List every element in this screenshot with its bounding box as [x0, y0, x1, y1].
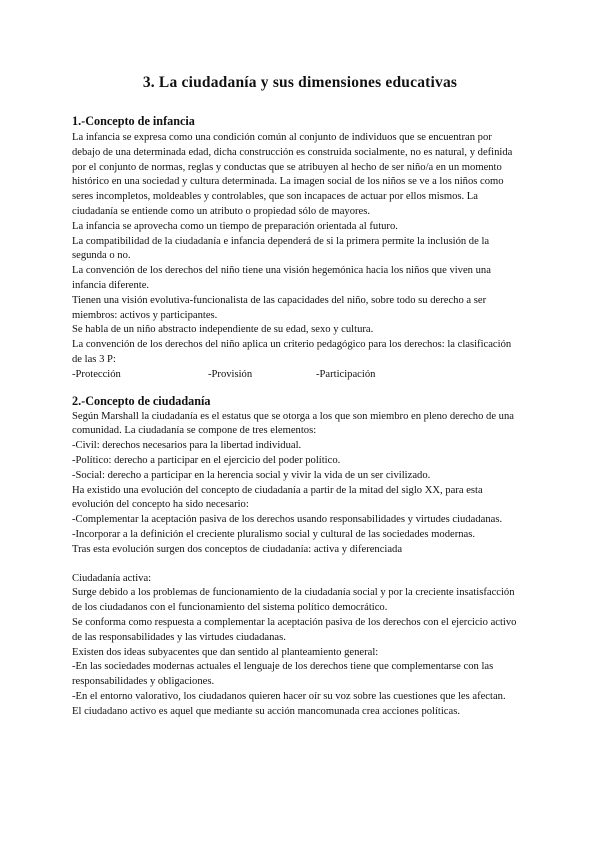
paragraph: -En las sociedades modernas actuales el lenguaje de los derechos tiene que complementarse con las responsabilidades y obligaciones. [72, 661, 494, 688]
paragraph: Ha existido una evolución del concepto de ciudadanía a partir de la mitad del siglo XX, para esta evolución del concepto ha sido necesario: [72, 484, 483, 511]
paragraph: Existen dos ideas subyacentes que dan sentido al planteamiento general: [72, 646, 379, 658]
list-item-participacion: -Participación [316, 368, 376, 380]
spacer [72, 558, 522, 572]
paragraph: La infancia se aprovecha como un tiempo de preparación orientada al futuro. [72, 220, 398, 232]
list-item-proteccion: -Protección [72, 368, 121, 380]
paragraph: La convención de los derechos del niño tiene una visión hegemónica hacia los niños que viven una infancia diferente. [72, 265, 491, 291]
paragraph: Se habla de un niño abstracto independiente de su edad, sexo y cultura. [72, 324, 374, 336]
paragraph: La convención de los derechos del niño aplica un criterio pedagógico para los derechos: la clasificación de las 3 P: [72, 339, 512, 365]
paragraph: -En el entorno valorativo, los ciudadanos quieren hacer oír su voz sobre las cuestiones que les afectan. [72, 690, 506, 702]
paragraph: -Político: derecho a participar en el ejercicio del poder político. [72, 454, 341, 466]
paragraph: Tras esta evolución surgen dos conceptos de ciudadanía: activa y diferenciada [72, 543, 403, 555]
paragraph: -Civil: derechos necesarios para la libertad individual. [72, 440, 302, 452]
paragraph: -Complementar la aceptación pasiva de los derechos usando responsabilidades y virtudes ciudadanas. [72, 514, 503, 526]
paragraph: El ciudadano activo es aquel que mediante su acción mancomunada crea acciones políticas. [72, 705, 460, 717]
list-item-provision: -Provisión [208, 368, 253, 380]
section-heading-ciudadania: 2.-Concepto de ciudadanía [72, 393, 211, 408]
paragraph: Surge debido a los problemas de funcionamiento de la ciudadanía social y por la creciente insatisfacción de los ciudadanos con el funcionamiento del sistema político democrático. [72, 587, 515, 614]
paragraph: La infancia se expresa como una condición común al conjunto de individuos que se encuentran por debajo de una determinada edad, dicha construcción es construida socialmente, no es natural, y definida por el conjunto de normas, reglas y conductas que se atribuyen al hecho de ser niño/a en un momento histórico en una sociedad y cultura determinada. La imagen social de los niños se ve a los niños como seres incompletos, moldeables y controlables, que son incapaces de actuar por ellos mismos. La ciudadanía se entiende como un atributo o propiedad sólo de mayores. [72, 132, 513, 217]
page-title: 3. La ciudadanía y sus dimensiones educativas [142, 74, 458, 91]
paragraph: La compatibilidad de la ciudadanía e infancia dependerá de si la primera permite la inclusión de la segunda o no. [72, 235, 490, 262]
paragraph: Se conforma como respuesta a complementar la aceptación pasiva de los derechos con el ejercicio activo de las responsabilidades y las virtudes ciudadanas. [72, 616, 517, 643]
paragraph: -Incorporar a la definición el creciente pluralismo social y cultural de las sociedades modernas. [72, 528, 475, 540]
paragraph: Tienen una visión evolutiva-funcionalista de las capacidades del niño, sobre todo su derecho a ser miembros: activos y participantes. [72, 294, 487, 321]
document-body [72, 113, 522, 719]
paragraph: -Social: derecho a participar en la herencia social y vivir la vida de un ser civilizado. [72, 469, 431, 481]
section-heading-infancia: 1.-Concepto de infancia [72, 114, 195, 128]
subheading-ciudadania-activa: Ciudadanía activa: [72, 572, 152, 584]
three-p-list [72, 368, 522, 383]
paragraph: Según Marshall la ciudadanía es el estatus que se otorga a los que son miembro en pleno derecho de una comunidad. La ciudadanía se compone de tres elementos: [72, 410, 514, 437]
